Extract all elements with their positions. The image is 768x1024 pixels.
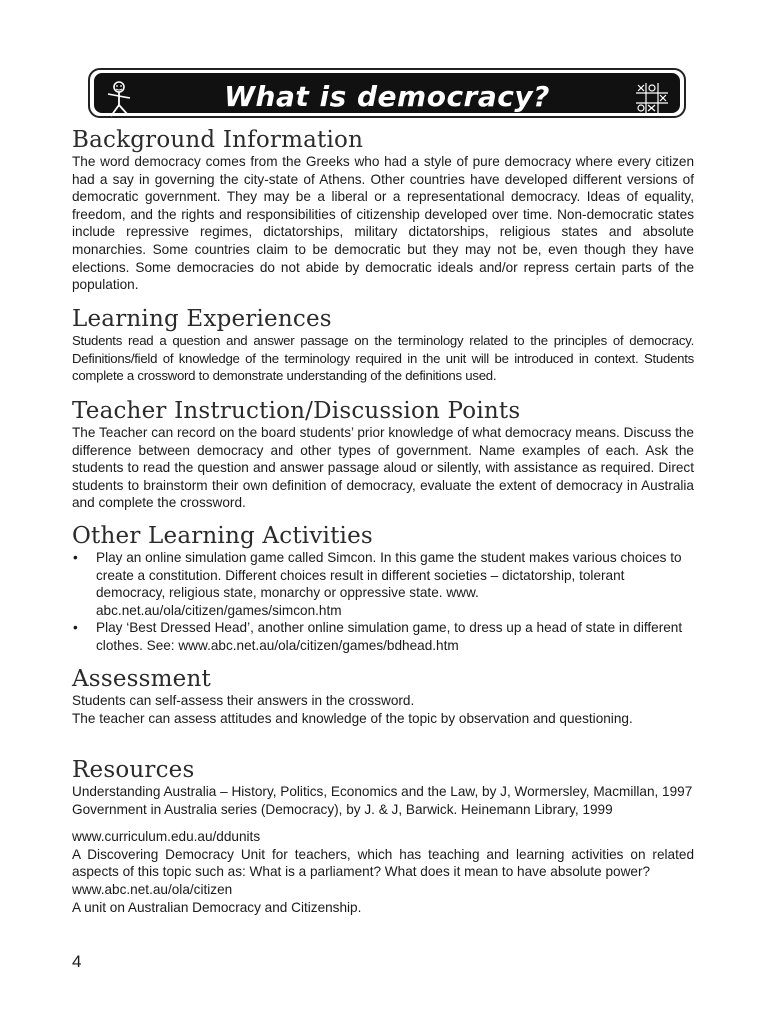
- section-teacher-instruction: [72, 398, 694, 512]
- heading-teacher-instruction: Teacher Instruction/Discussion Points: [72, 398, 521, 424]
- list-item: • Play an online simulation game called Simcon. In this game the student makes various choices to create a constitution. Different choices result in different societies – dictatorship, tolerant democracy, religious state, monarchy or oppressive state. www. abc.net.au/ola/citizen/games/simcon.htm: [73, 550, 682, 618]
- resource-link: www.curriculum.edu.au/ddunits: [72, 829, 261, 845]
- teacher-instruction-text: The Teacher can record on the board students’ prior knowledge of what democracy means. Discuss the difference between democracy and other types of government. Name examples of each. Ask the students to read the question and answer passage aloud or silently, with assistance as required. Direct students to brainstorm their own definition of democracy, evaluate the extent of democracy in Australia and complete the crossword.: [72, 425, 694, 511]
- title-banner: [88, 68, 686, 118]
- section-learning-experiences: [72, 306, 694, 385]
- resource-link: www.abc.net.au/ola/citizen: [72, 881, 233, 897]
- page-number: 4: [72, 952, 82, 971]
- assessment-line: The teacher can assess attitudes and knowledge of the topic by observation and questioning.: [72, 710, 633, 726]
- section-resources: [72, 757, 694, 916]
- heading-learning-experiences: Learning Experiences: [72, 306, 332, 332]
- resource-line: A unit on Australian Democracy and Citizenship.: [72, 899, 362, 915]
- learning-experiences-text: Students read a question and answer passage on the terminology related to the principles of democracy. Definitions/field of knowledge of the terminology required in the unit will be introduced in context. Students complete a crossword to demonstrate understanding of the definitions used.: [72, 333, 694, 384]
- assessment-line: Students can self-assess their answers in the crossword.: [72, 693, 415, 708]
- list-item: • Play ‘Best Dressed Head’, another online simulation game, to dress up a head of state in different clothes. See: www.abc.net.au/ola/citizen/games/bdhead.htm: [73, 620, 683, 653]
- title-band: [94, 73, 680, 113]
- section-other-activities: [72, 523, 694, 655]
- heading-assessment: Assessment: [72, 666, 211, 692]
- activity-text: Play ‘Best Dressed Head’, another online simulation game, to dress up a head of state in different clothes. See: www.abc.net.au/ola/citizen/games/bdhead.htm: [96, 620, 683, 653]
- activity-text: Play an online simulation game called Simcon. In this game the student makes various choices to create a constitution. Different choices result in different societies – dictatorship, tolerant democracy, religious state, monarchy or oppressive state. www. abc.net.au/ola/citizen/games/simcon.htm: [96, 550, 682, 618]
- page-title: What is democracy?: [224, 80, 550, 113]
- heading-resources: Resources: [72, 757, 195, 783]
- activities-list: [72, 549, 694, 655]
- resource-line: Government in Australia series (Democracy), by J. & J, Barwick. Heinemann Library, 1999: [72, 801, 613, 817]
- resource-line: A Discovering Democracy Unit for teachers, which has teaching and learning activities on related aspects of this topic such as: What is a parliament? What does it mean to have absolute power?: [72, 846, 694, 880]
- resource-line: Understanding Australia – History, Politics, Economics and the Law, by J, Wormersley, Macmillan, 1997: [72, 784, 693, 799]
- section-background: [72, 127, 694, 294]
- heading-other-activities: Other Learning Activities: [72, 523, 373, 549]
- heading-background: Background Information: [72, 127, 364, 153]
- tic-tac-toe-icon: [634, 81, 670, 115]
- section-assessment: [72, 666, 694, 727]
- background-text: The word democracy comes from the Greeks who had a style of pure democracy where every citizen had a say in governing the city-state of Athens. Other countries have developed different versions of democratic government. They may be a liberal or a representational democracy. Ideas of equality, freedom, and the rights and responsibilities of citizenship developed over time. Non-democratic states include repressive regimes, dictatorships, military dictatorships, religious states and absolute monarchies. Some countries claim to be democratic but they may not be, even though they have elections. Some democracies do not abide by democratic ideals and/or repress certain parts of the population.: [72, 154, 694, 293]
